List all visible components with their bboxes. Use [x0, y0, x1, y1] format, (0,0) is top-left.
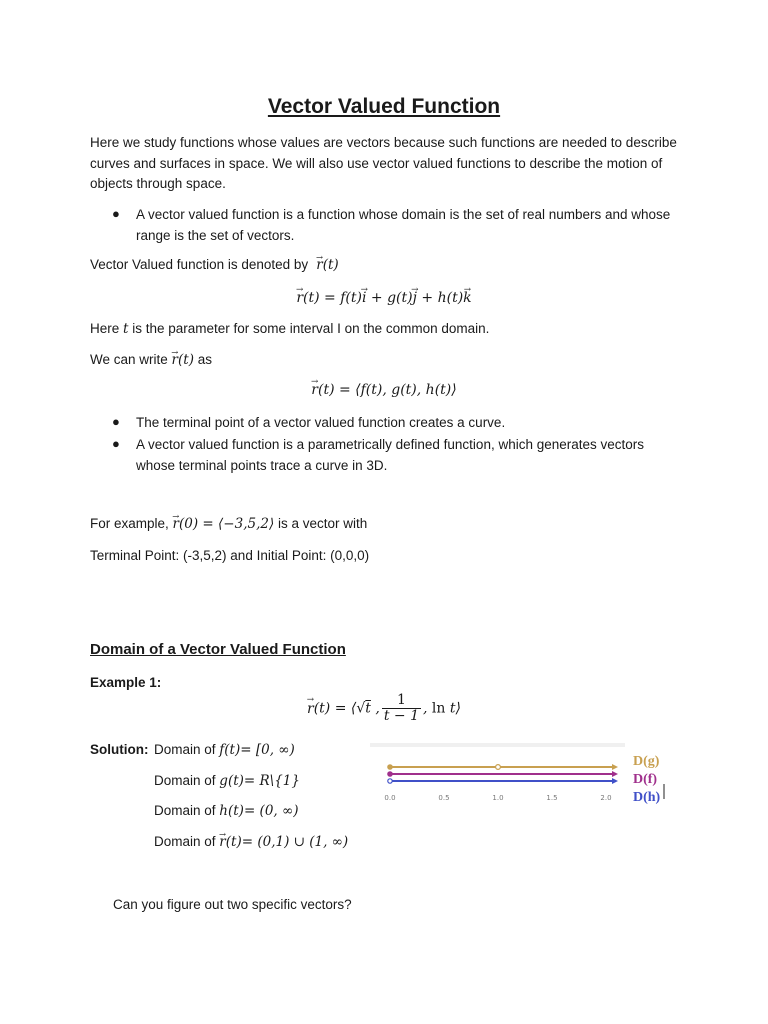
example1-label: Example 1: — [90, 675, 162, 690]
denoted-line: Vector Valued function is denoted by → r(t) — [90, 257, 339, 273]
domain-h-line: Domain of h(t)= (0, ∞) — [154, 803, 299, 819]
series-endpoint — [388, 765, 392, 769]
parameter-line: Here t is the parameter for some interval I on the common domain. — [90, 321, 490, 337]
domain-r-line: Domain of → r(t)= (0,1) ∪ (1, ∞) — [154, 834, 348, 850]
intro-paragraph: Here we study functions whose values are vectors because such functions are needed to describe curves and surfaces in space. We will also use vector valued functions to describe the motion of objects through space. — [90, 135, 677, 191]
domain-number-line-chart — [370, 743, 670, 808]
bullet-terminal-curve: The terminal point of a vector valued function creates a curve. — [136, 415, 506, 430]
bullet-domain-definition: A vector valued function is a function whose domain is the set of real numbers and whose range is the set of vectors. — [136, 207, 671, 243]
series-endpoint — [388, 779, 392, 783]
domain-g-line: Domain of g(t)= R\{1} — [154, 773, 300, 789]
domain-f-line: Domain of f(t)= [0, ∞) — [154, 742, 295, 758]
solution-label: Solution: — [90, 742, 149, 757]
x-tick-label: 1.5 — [546, 794, 558, 802]
series-endpoint — [388, 772, 392, 776]
bullet-parametric: A vector valued function is a parametrically defined function, which generates vectors whose terminal points trace a curve in 3D. — [136, 437, 645, 473]
x-tick-label: 2.0 — [600, 794, 612, 802]
legend-label: D(f) — [633, 772, 658, 787]
x-tick-label: 0.5 — [438, 794, 450, 802]
bullet-dot: ● — [112, 206, 120, 221]
section-title-domain: Domain of a Vector Valued Function — [90, 641, 346, 658]
we-can-write-line: We can write → r(t) as — [90, 352, 212, 368]
series-arrow — [612, 778, 618, 784]
equation-component-form: → r(t) = f(t)→ i + g(t)→ j + h(t)→ k — [0, 290, 768, 306]
bullet-dot: ● — [112, 436, 120, 451]
series-hole — [496, 765, 501, 770]
question-line: Can you figure out two specific vectors? — [113, 897, 352, 912]
chart-top-band — [370, 743, 625, 747]
page-title: Vector Valued Function — [267, 95, 501, 118]
equation-example1: → r(t) = ⟨√t , $\frac{1}{t - 1}$ , ln t⟩ — [0, 693, 768, 724]
series-arrow — [612, 771, 618, 777]
example-line: For example, → r(0) = ⟨−3,5,2⟩ is a vector with — [90, 516, 367, 532]
bullet-dot: ● — [112, 414, 120, 429]
x-tick-label: 1.0 — [492, 794, 504, 802]
x-tick-label: 0.0 — [384, 794, 396, 802]
legend-label: D(g) — [633, 754, 660, 769]
legend-label: D(h) — [633, 790, 661, 805]
equation-angle-form: → r(t) = ⟨f(t), g(t), h(t)⟩ — [0, 382, 768, 398]
terminal-point-line: Terminal Point: (-3,5,2) and Initial Point: (0,0,0) — [90, 548, 370, 563]
series-arrow — [612, 764, 618, 770]
